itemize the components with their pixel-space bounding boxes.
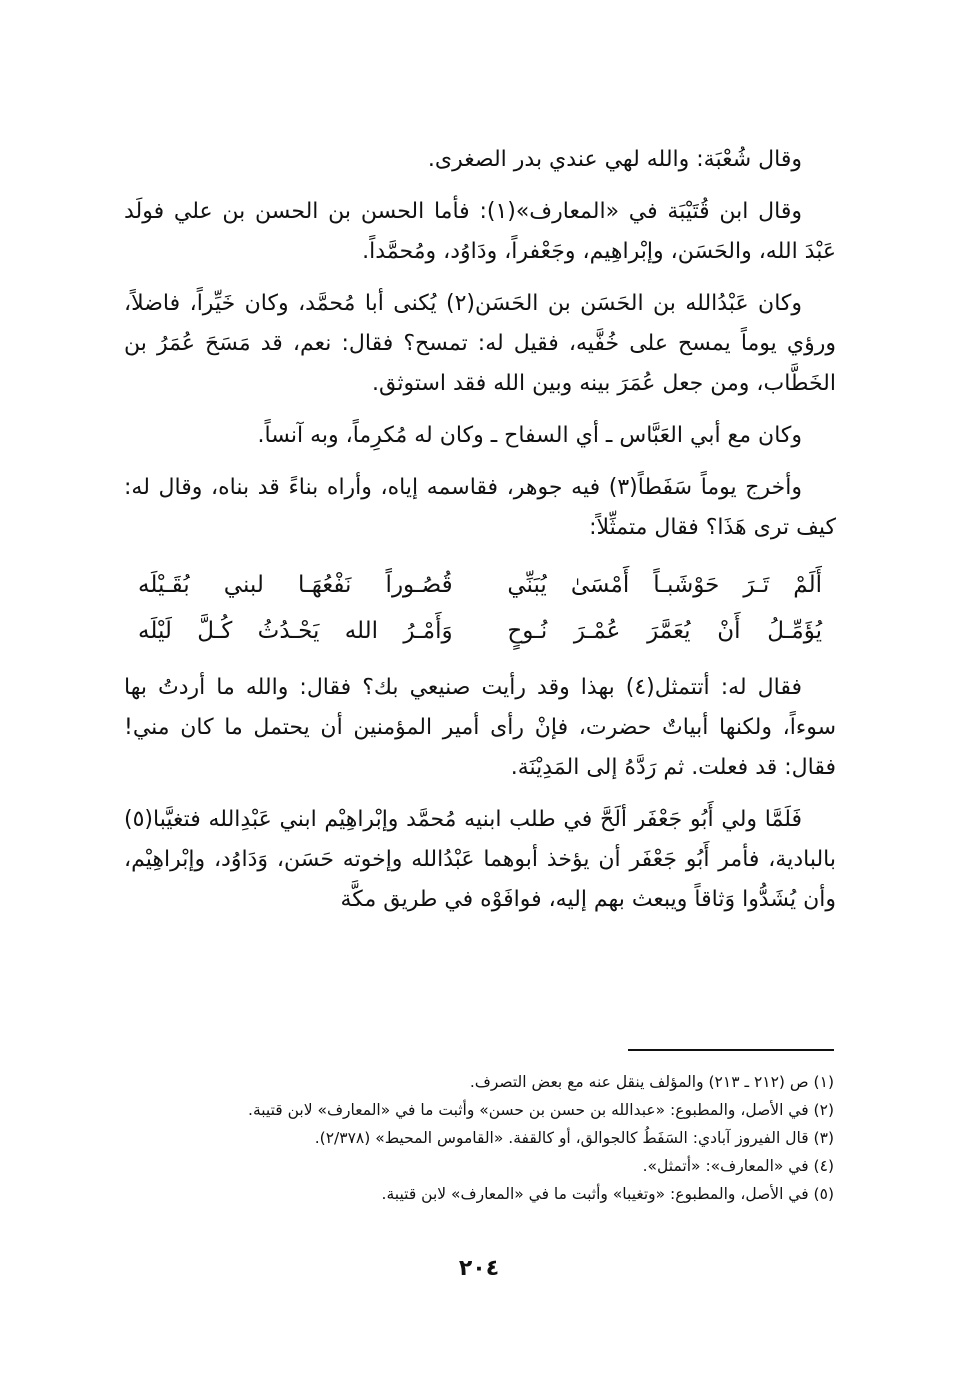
paragraph-5: وأخرج يوماً سَفَطاً(٣) فيه جوهر، فقاسمه إياه، وأراه بناءً قد بناه، وقال له: كيف ترى هَذَا؟ فقال متمثِّلاً:: [124, 475, 836, 540]
verse-2-second-hemistich: وَأَمْـرُ الله يَحْـدُثُ كُـلَّ لَيْلَه: [138, 618, 453, 644]
paragraph-1: وقال شُعْبَة: والله لهي عندي بدر الصغرى.: [427, 147, 802, 172]
page-number: ٢٠٤: [458, 1256, 500, 1281]
paragraph-3: وكان عَبْدُالله بن الحَسَن بن الحَسَن(٢) يُكنى أبا مُحمَّد، وكان خَيِّراً، فاضلاً، ورؤي يوماً يمسح على خُفَّيه، فقيل له: تمسح؟ فقال: نعم، قد مَسَحَ عُمَرُ بن الخَطَّاب، ومن جعل عُمَرَ بينه وبين الله فقد استوثق.: [124, 291, 836, 396]
poem: [124, 562, 836, 654]
footnote-4: (٤) في «المعارف»: «أتمثل».: [642, 1157, 834, 1175]
paragraph-6: فقال له: أتتمثل(٤) بهذا وقد رأيت صنيعي بك؟ فقال: والله ما أردتُ بها سوءاً، ولكنها أبياتٌ حضرت، فإنْ رأى أمير المؤمنين أن يحتمل ما كان مني! فقال: قد فعلت. ثم رَدَّهُ إلى المَدِيْنَة.: [124, 675, 836, 780]
paragraph-4: وكان مع أبي العَبَّاس ـ أي السفاح ـ وكان له مُكرِماً، وبه آنساً.: [257, 423, 802, 448]
paragraph-2: وقال ابن قُتَيْبَة في «المعارف»(١): فأما الحسن بن الحسن بن علي فولَد عَبْدَ الله، والحَسَن، وإبْراهِيم، وجَعْفراً، ودَاوُد، ومُحمَّداً.: [124, 199, 836, 264]
poem-verse-1: [124, 562, 836, 608]
verse-1-second-hemistich: قُصُـوراً نَفْعُهَـا لبني بُقَـيْلَه: [138, 572, 453, 598]
footnote-3: (٣) قال الفيروز آبادي: السَفَطُ كالجوالق، أو كالقفة. «القاموس المحيط» (٢/٣٧٨).: [314, 1129, 834, 1147]
footnote-1: (١) ص (٢١٢ ـ ٢١٣) والمؤلف ينقل عنه مع بعض التصرف.: [469, 1073, 834, 1091]
main-text: [124, 140, 836, 932]
footnote-separator: [628, 1049, 834, 1051]
footnote-5: (٥) في الأصل، والمطبوع: «وتغيبا» وأثبت ما في «المعارف» لابن قتيبة.: [381, 1185, 834, 1203]
poem-verse-2: [124, 608, 836, 654]
footnote-2: (٢) في الأصل، والمطبوع: «عبدالله بن حسن بن حسن» وأثبت ما في «المعارف» لابن قتيبة.: [248, 1101, 834, 1119]
verse-1-first-hemistich: أَلَمْ تَـرَ حَوْشَبـاً أَمْسَىٰ يُبَنِّي: [507, 572, 822, 598]
footnotes: [124, 1068, 834, 1208]
verse-2-first-hemistich: يُؤَمِّـلُ أَنْ يُعَمَّرَ عُمْـرَ نُـوحٍ: [507, 618, 822, 644]
paragraph-7: فَلَمَّا ولي أَبُو جَعْفَر ألَحَّ في طلب ابنيه مُحمَّد وإبْراهِيْم ابني عَبْدِالله فتغيَّبا(٥) بالبادية، فأمر أَبُو جَعْفَر أن يؤخذ أبوهما عَبْدُالله وإخوته حَسَن، وَدَاوُد، وإبْراهِيْم، وأن يُشَدُّوا وَثاقاً ويبعث بهم إليه، فوافَوْه في طريق مكَّة: [124, 807, 836, 912]
